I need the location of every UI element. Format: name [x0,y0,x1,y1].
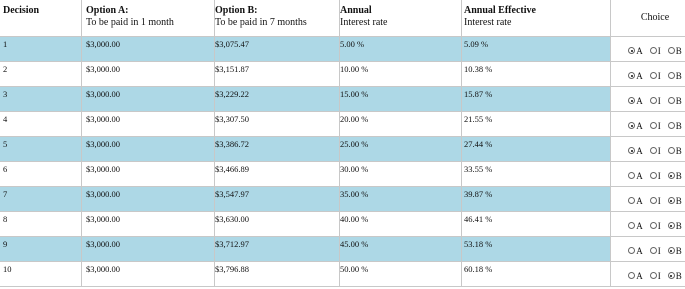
choice-cell [611,186,685,211]
effective-rate-cell: 39.87 % [462,186,611,211]
radio-label: B [675,45,682,56]
option-a-cell: $3,000.00 [82,36,215,61]
choice-option-b[interactable] [668,246,682,256]
annual-rate-cell: 25.00 % [340,136,462,161]
choice-option-b[interactable] [668,146,682,156]
header-option-b [215,0,340,36]
header-choice: Choice [611,0,685,36]
choice-option-a[interactable] [628,96,643,106]
radio-label: A [636,70,643,81]
choice-option-a[interactable] [628,246,643,256]
radio-button[interactable] [650,272,657,279]
annual-rate-cell: 15.00 % [340,86,462,111]
header-option-b-sub: To be paid in 7 months [215,17,307,28]
table-row [0,211,685,236]
header-annual-rate [340,0,462,36]
radio-button[interactable] [650,172,657,179]
option-b-cell: $3,466.89 [215,161,340,186]
radio-label: A [636,220,643,231]
choice-radio-group [628,246,682,256]
choice-option-a[interactable] [628,221,643,231]
option-b-cell: $3,151.87 [215,61,340,86]
choice-option-i[interactable] [650,246,661,256]
choice-option-a[interactable] [628,271,643,281]
option-a-cell: $3,000.00 [82,136,215,161]
choice-radio-group [628,196,682,206]
choice-option-b[interactable] [668,196,682,206]
decision-cell: 1 [0,36,82,61]
radio-label: I [657,70,661,81]
effective-rate-cell: 5.09 % [462,36,611,61]
radio-label: B [675,220,682,231]
annual-rate-cell: 20.00 % [340,111,462,136]
annual-rate-cell: 30.00 % [340,161,462,186]
choice-option-i[interactable] [650,46,661,56]
radio-label: I [657,45,661,56]
radio-button[interactable] [628,72,635,79]
radio-label: I [657,145,661,156]
decision-cell: 9 [0,236,82,261]
radio-button[interactable] [628,122,635,129]
choice-cell [611,261,685,286]
choice-option-i[interactable] [650,221,661,231]
radio-button[interactable] [668,172,675,179]
radio-label: I [657,120,661,131]
radio-label: A [636,45,643,56]
table-row [0,111,685,136]
radio-label: I [657,270,661,281]
header-row [0,0,685,36]
radio-button[interactable] [650,147,657,154]
choice-option-a[interactable] [628,46,643,56]
choice-cell [611,36,685,61]
radio-label: I [657,245,661,256]
annual-rate-cell: 40.00 % [340,211,462,236]
choice-option-i[interactable] [650,71,661,81]
radio-label: A [636,270,643,281]
table-row [0,236,685,261]
header-effective-rate [462,0,611,36]
choice-option-b[interactable] [668,71,682,81]
choice-option-b[interactable] [668,96,682,106]
effective-rate-cell: 10.38 % [462,61,611,86]
choice-option-i[interactable] [650,271,661,281]
radio-button[interactable] [650,47,657,54]
choice-radio-group [628,171,682,181]
choice-option-i[interactable] [650,196,661,206]
header-annual-sub: Interest rate [340,17,388,28]
table-row [0,61,685,86]
radio-label: A [636,170,643,181]
radio-button[interactable] [650,72,657,79]
effective-rate-cell: 60.18 % [462,261,611,286]
radio-button[interactable] [628,222,635,229]
choice-option-i[interactable] [650,171,661,181]
radio-label: I [657,170,661,181]
effective-rate-cell: 33.55 % [462,161,611,186]
header-option-a-title: Option A: [86,5,129,16]
choice-option-a[interactable] [628,71,643,81]
radio-button[interactable] [668,122,675,129]
choice-option-a[interactable] [628,196,643,206]
option-b-cell: $3,229.22 [215,86,340,111]
radio-button[interactable] [628,272,635,279]
choice-option-i[interactable] [650,146,661,156]
radio-button[interactable] [668,197,675,204]
choice-radio-group [628,221,682,231]
choice-cell [611,211,685,236]
annual-rate-cell: 10.00 % [340,61,462,86]
choice-option-a[interactable] [628,171,643,181]
choice-radio-group [628,271,682,281]
choice-cell [611,236,685,261]
effective-rate-cell: 21.55 % [462,111,611,136]
option-a-cell: $3,000.00 [82,86,215,111]
effective-rate-cell: 46.41 % [462,211,611,236]
decision-cell: 4 [0,111,82,136]
radio-button[interactable] [668,47,675,54]
radio-label: B [675,195,682,206]
radio-label: B [675,245,682,256]
choice-cell [611,61,685,86]
header-option-a [82,0,215,36]
table-row [0,36,685,61]
option-b-cell: $3,712.97 [215,236,340,261]
choice-radio-group [628,71,682,81]
radio-button[interactable] [628,172,635,179]
table-row [0,161,685,186]
annual-rate-cell: 35.00 % [340,186,462,211]
option-a-cell: $3,000.00 [82,111,215,136]
radio-button[interactable] [668,222,675,229]
radio-label: B [675,145,682,156]
radio-button[interactable] [650,222,657,229]
radio-button[interactable] [650,122,657,129]
radio-label: B [675,270,682,281]
radio-label: A [636,95,643,106]
radio-button[interactable] [628,97,635,104]
option-a-cell: $3,000.00 [82,211,215,236]
radio-button[interactable] [628,197,635,204]
option-a-cell: $3,000.00 [82,236,215,261]
choice-radio-group [628,46,682,56]
choice-radio-group [628,121,682,131]
choice-cell [611,86,685,111]
radio-label: A [636,245,643,256]
radio-button[interactable] [628,247,635,254]
radio-label: I [657,220,661,231]
choice-cell [611,111,685,136]
choice-cell [611,136,685,161]
choice-option-a[interactable] [628,121,643,131]
table-row [0,136,685,161]
option-a-cell: $3,000.00 [82,161,215,186]
header-option-a-sub: To be paid in 1 month [86,17,174,28]
choice-option-b[interactable] [668,121,682,131]
header-decision: Decision [0,0,82,36]
annual-rate-cell: 5.00 % [340,36,462,61]
option-b-cell: $3,075.47 [215,36,340,61]
decision-cell: 6 [0,161,82,186]
annual-rate-cell: 50.00 % [340,261,462,286]
radio-button[interactable] [628,47,635,54]
radio-label: I [657,195,661,206]
effective-rate-cell: 27.44 % [462,136,611,161]
choice-radio-group [628,146,682,156]
table-row [0,186,685,211]
option-a-cell: $3,000.00 [82,186,215,211]
effective-rate-cell: 53.18 % [462,236,611,261]
radio-button[interactable] [668,72,675,79]
radio-label: B [675,70,682,81]
table-row [0,261,685,286]
radio-button[interactable] [668,247,675,254]
choice-radio-group [628,96,682,106]
decision-cell: 2 [0,61,82,86]
option-a-cell: $3,000.00 [82,61,215,86]
radio-button[interactable] [650,247,657,254]
radio-button[interactable] [650,197,657,204]
choice-option-i[interactable] [650,121,661,131]
choice-option-a[interactable] [628,146,643,156]
radio-label: B [675,170,682,181]
radio-label: A [636,145,643,156]
header-annual-title: Annual [340,5,372,16]
choice-option-i[interactable] [650,96,661,106]
option-b-cell: $3,386.72 [215,136,340,161]
radio-button[interactable] [650,97,657,104]
radio-label: I [657,95,661,106]
header-effective-title: Annual Effective [464,5,536,16]
header-option-b-title: Option B: [215,5,258,16]
radio-button[interactable] [668,97,675,104]
choice-cell [611,161,685,186]
option-b-cell: $3,547.97 [215,186,340,211]
option-b-cell: $3,307.50 [215,111,340,136]
table-body [0,36,685,286]
decision-cell: 8 [0,211,82,236]
option-b-cell: $3,796.88 [215,261,340,286]
decision-cell: 3 [0,86,82,111]
option-a-cell: $3,000.00 [82,261,215,286]
effective-rate-cell: 15.87 % [462,86,611,111]
choice-option-b[interactable] [668,46,682,56]
radio-button[interactable] [668,147,675,154]
annual-rate-cell: 45.00 % [340,236,462,261]
decision-cell: 7 [0,186,82,211]
choice-option-b[interactable] [668,171,682,181]
decision-cell: 5 [0,136,82,161]
header-effective-sub: Interest rate [464,17,512,28]
radio-label: A [636,195,643,206]
table-row [0,86,685,111]
radio-button[interactable] [628,147,635,154]
option-b-cell: $3,630.00 [215,211,340,236]
choice-option-b[interactable] [668,221,682,231]
radio-label: A [636,120,643,131]
radio-label: B [675,95,682,106]
radio-label: B [675,120,682,131]
choice-option-b[interactable] [668,271,682,281]
decision-cell: 10 [0,261,82,286]
radio-button[interactable] [668,272,675,279]
